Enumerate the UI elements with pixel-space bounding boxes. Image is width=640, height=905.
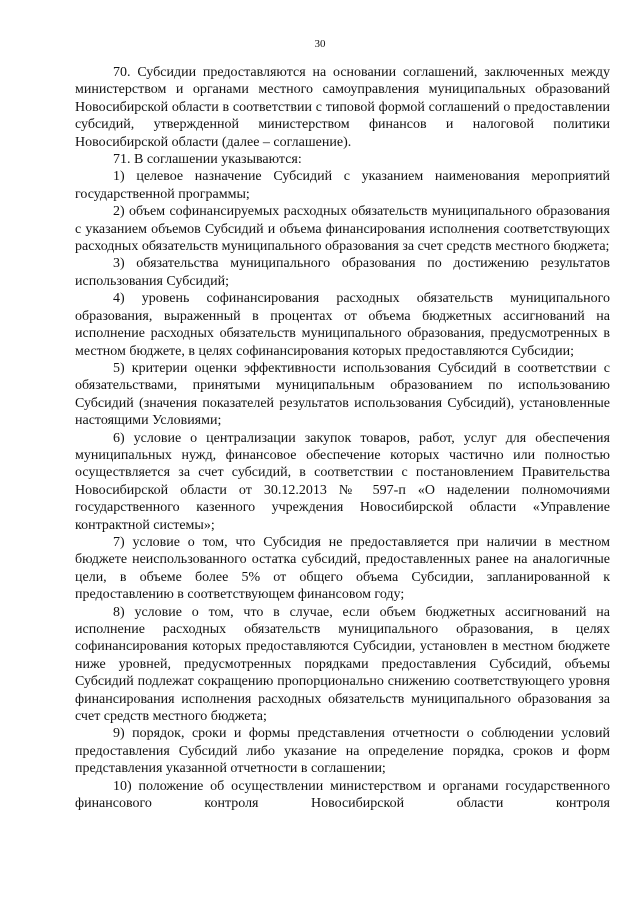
- document-body: [75, 64, 610, 812]
- list-item-5: 5) критерии оценки эффективности использования Субсидий в соответствии с обязательствами, принятыми муниципальным образованием по использованию Субсидий (значения показателей результатов использования Субсидий), установленные настоящими Условиями;: [75, 360, 610, 429]
- list-item-3: 3) обязательства муниципального образования по достижению результатов использования Субсидий;: [75, 256, 610, 289]
- list-item-7: 7) условие о том, что Субсидия не предоставляется при наличии в местном бюджете неиспользованного остатка субсидий, предоставленных ранее на аналогичные цели, в объеме более 5% от общего объема Субсидии, запланированной к предоставлению в соответствующем финансовом году;: [75, 534, 610, 603]
- paragraph-70: 70. Субсидии предоставляются на основании соглашений, заключенных между министерством и органами местного самоуправления муниципальных образований Новосибирской области в соответствии с типовой формой соглашений о предоставлении субсидий, утвержденной министерством финансов и налоговой политики Новосибирской области (далее – соглашение).: [75, 65, 610, 150]
- list-item-2: 2) объем софинансируемых расходных обязательств муниципального образования с указанием объемов Субсидий и объема финансирования исполнения соответствующих расходных обязательств муниципального образования за счет средств местного бюджета;: [75, 204, 610, 255]
- list-item-10: 10) положение об осуществлении министерством и органами государственного финансового контроля Новосибирской области контроля: [75, 778, 610, 812]
- paragraph-71: 71. В соглашении указываются:: [113, 152, 302, 168]
- list-item-6: 6) условие о централизации закупок товаров, работ, услуг для обеспечения муниципальных нужд, финансовое обеспечение которых частично или полностью осуществляется за счет субсидий, в соответствии с постановлением Правительства Новосибирской области от 30.12.2013 № 597-п «О наделении полномочиями государственного казенного учреждения Новосибирской области «Управление контрактной системы»;: [75, 430, 610, 533]
- list-item-1: 1) целевое назначение Субсидий с указанием наименования мероприятий государственной программы;: [75, 169, 610, 202]
- page-number: 30: [314, 38, 326, 50]
- list-item-4: 4) уровень софинансирования расходных обязательств муниципального образования, выраженный в процентах от объема бюджетных ассигнований на исполнение расходных обязательств муниципального образования, предусмотренных в местном бюджете, в целях софинансирования которых предоставляются Субсидии;: [75, 291, 610, 359]
- list-item-9: 9) порядок, сроки и формы представления отчетности о соблюдении условий предоставления Субсидий либо указание на определение порядка, сроков и форм представления указанной отчетности в соглашении;: [75, 726, 610, 777]
- list-item-8: 8) условие о том, что в случае, если объем бюджетных ассигнований на исполнение расходных обязательств муниципального образования, в целях софинансирования которых предоставляются Субсидии, установлен в местном бюджете ниже уровней, предусмотренных порядками предоставления Субсидий, объемы Субсидий подлежат сокращению пропорционально снижению соответствующего уровня финансирования исполнения расходных обязательств муниципального образования за счет средств местного бюджета;: [75, 604, 610, 725]
